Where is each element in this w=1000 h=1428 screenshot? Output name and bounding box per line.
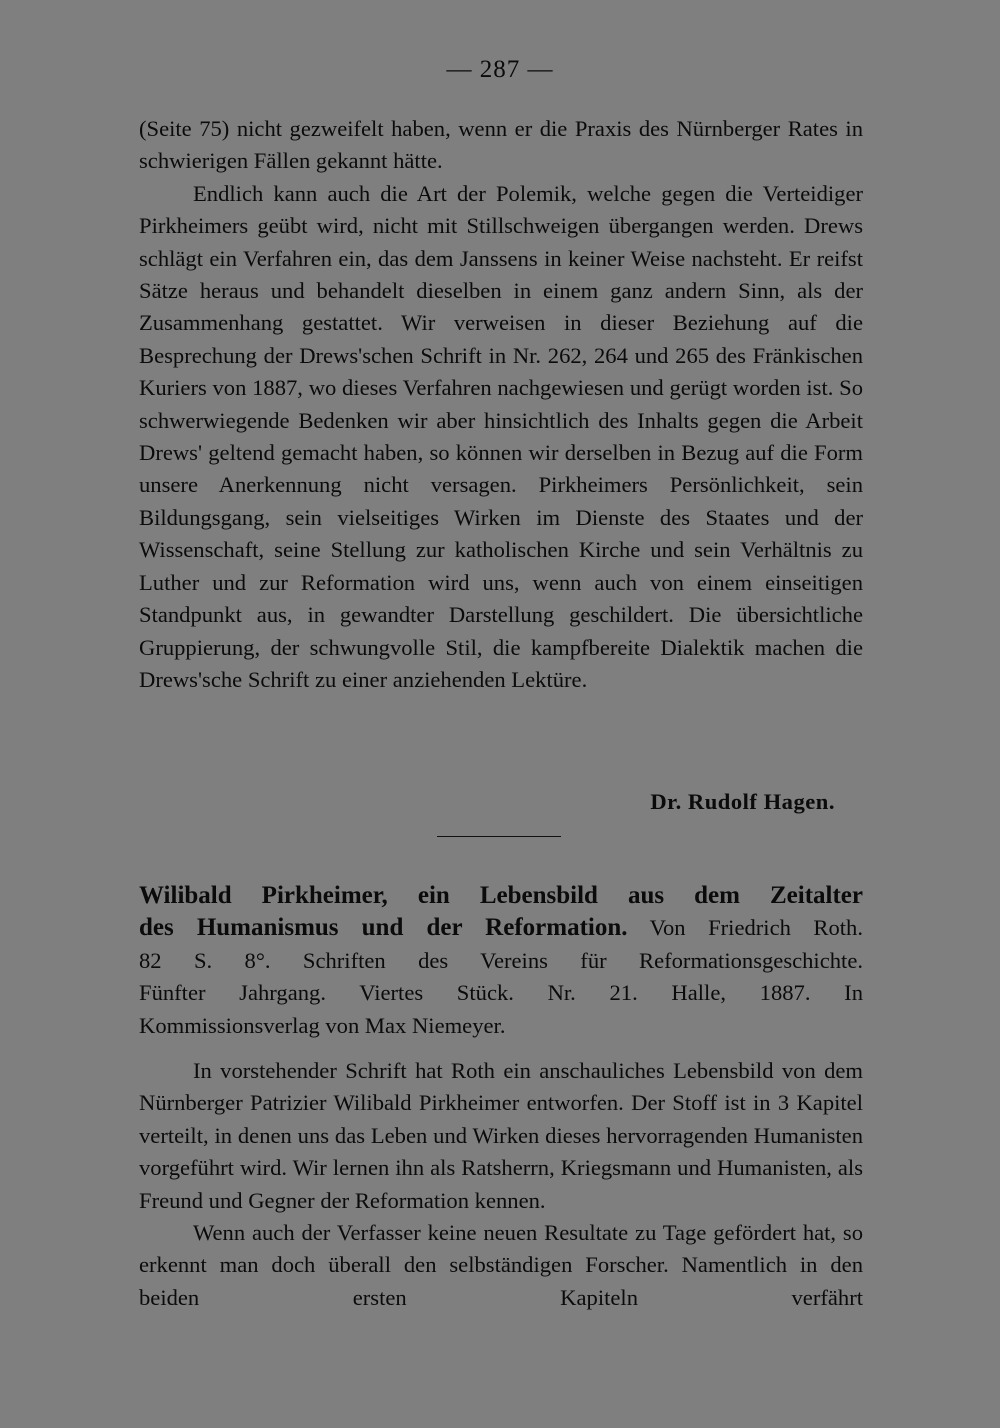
author-signature: Dr. Rudolf Hagen. xyxy=(650,789,835,814)
review-body xyxy=(139,1055,863,1314)
bibliographic-line: Fünfter Jahrgang. Viertes Stück. Nr. 21. Halle, 1887. In xyxy=(139,980,863,1006)
book-title-bold: des Humanismus und der Reformation. xyxy=(139,914,628,942)
bibliographic-line: 82 S. 8°. Schriften des Vereins für Reformationsgeschichte. xyxy=(139,947,863,973)
paragraph: (Seite 75) nicht gezweifelt haben, wenn er die Praxis des Nürnberger Rates in schwierigen Fällen gekannt hätte. xyxy=(139,116,863,174)
review-heading xyxy=(139,880,863,1042)
book-author: Von Friedrich Roth. xyxy=(627,915,863,941)
paragraph: In vorstehender Schrift hat Roth ein anschauliches Lebensbild von dem Nürnberger Patrizier Wilibald Pirkheimer entworfen. Der Stoff ist in 3 Kapitel verteilt, in denen uns das Leben und Wirken dieses hervorragenden Humanisten vorgeführt wird. Wir lernen ihn als Ratsherrn, Kriegsmann und Humanisten, als Freund und Gegner der Reformation kennen. xyxy=(139,1058,863,1213)
paragraph: Endlich kann auch die Art der Polemik, welche gegen die Verteidiger Pirkheimers geübt wird, nicht mit Stillschweigen übergangen werden. Drews schlägt ein Verfahren ein, das dem Janssens in keiner Weise nachsteht. Er reifst Sätze heraus und behandelt dieselben in einem ganz andern Sinn, als der Zusammenhang gestattet. Wir verweisen in dieser Beziehung auf die Besprechung der Drews'schen Schrift in Nr. 262, 264 und 265 des Fränkischen Kuriers von 1887, wo dieses Verfahren nachgewiesen und gerügt worden ist. So schwerwiegende Bedenken wir aber hinsichtlich des Inhalts gegen die Arbeit Drews' geltend gemacht haben, so können wir derselben in Bezug auf die Form unsere Anerkennung nicht versagen. Pirkheimers Persönlichkeit, sein Bildungsgang, sein vielseitiges Wirken im Dienste des Staates und der Wissenschaft, seine Stellung zur katholischen Kirche und sein Verhältnis zu Luther und zur Reformation wird uns, wenn auch von einem einseitigen Standpunkt aus, in gewandter Darstellung geschildert. Die übersichtliche Gruppierung, der schwungvolle Stil, die kampfbereite Dialektik machen die Drews'sche Schrift zu einer anziehenden Lektüre. xyxy=(139,180,863,692)
paragraph: Wenn auch der Verfasser keine neuen Resultate zu Tage gefördert hat, so erkennt man doch überall den selbständigen Forscher. Namentlich in den beiden ersten Kapiteln verfährt xyxy=(139,1220,863,1310)
review-continuation xyxy=(139,113,863,696)
book-title-line: Wilibald Pirkheimer, ein Lebensbild aus dem Zeitalter xyxy=(139,882,863,909)
book-title-line xyxy=(139,912,863,944)
bibliographic-line: Kommissionsverlag von Max Niemeyer. xyxy=(139,1012,506,1038)
section-divider xyxy=(437,836,561,837)
page-number: — 287 — xyxy=(446,56,554,83)
